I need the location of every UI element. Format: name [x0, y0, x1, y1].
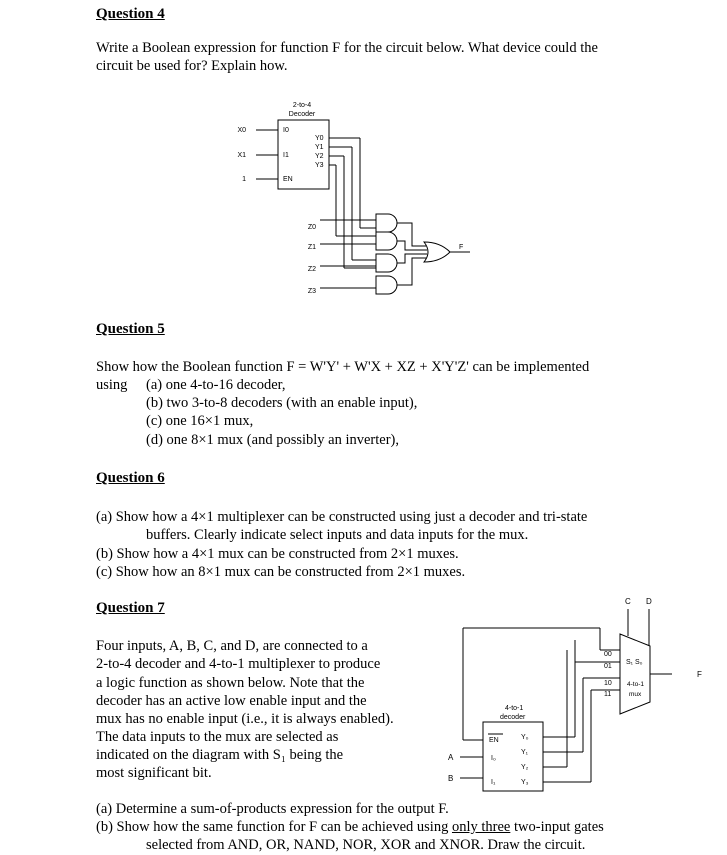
q4-out-y1: Y1 — [315, 144, 324, 151]
q7-item-b-emphasis: only three — [451, 819, 511, 835]
q7-input-b: B — [448, 774, 454, 783]
q5-item-a: (a) one 4-to-16 decoder, — [146, 377, 286, 393]
q7-para-line-8: most significant bit. — [96, 765, 212, 781]
q4-out-y3: Y3 — [315, 162, 324, 169]
q7-para-line-3: a logic function as shown below. Note that the — [96, 675, 365, 691]
q7-decoder-y0: Y₀ — [521, 734, 529, 741]
q4-z2: Z2 — [307, 266, 316, 273]
q4-input-one: 1 — [242, 176, 246, 183]
q7-item-b-post: two-input gates — [510, 819, 604, 835]
q4-pin-i0: I0 — [283, 127, 289, 134]
q7-mux-in-11: 11 — [604, 691, 612, 698]
q7-para-line-7: indicated on the diagram with S₁ being the — [96, 747, 344, 763]
q7-para-line-4: decoder has an active low enable input and the — [96, 693, 367, 709]
q5-item-d: (d) one 8×1 mux (and possibly an inverter), — [146, 432, 400, 448]
q7-decoder-en: EN — [489, 737, 499, 744]
q7-mux-in-10: 10 — [604, 680, 612, 687]
q7-item-b-line-2: selected from AND, OR, NAND, NOR, XOR and XNOR. Draw the circuit. — [146, 837, 586, 853]
q7-decoder-i1: I₁ — [491, 779, 496, 786]
q4-pin-en: EN — [283, 176, 293, 183]
q7-decoder-y1: Y₁ — [521, 749, 529, 756]
q7-para-line-1: Four inputs, A, B, C, and D, are connected to a — [96, 638, 368, 654]
q5-using: using — [96, 377, 128, 393]
q7-item-a: (a) Determine a sum-of-products expression for the output F. — [96, 801, 449, 817]
q7-mux-body — [620, 634, 650, 714]
q7-decoder-label-2: decoder — [500, 714, 526, 721]
q6-title: Question 6 — [96, 470, 165, 486]
q6-item-b: (b) Show how a 4×1 mux can be constructed from 2×1 muxes. — [96, 546, 459, 562]
q7-output-f: F — [697, 670, 702, 679]
q5-item-c: (c) one 16×1 mux, — [146, 413, 254, 429]
q6-item-c: (c) Show how an 8×1 mux can be constructed from 2×1 muxes. — [96, 564, 466, 580]
q7-para-line-5: mux has no enable input (i.e., it is always enabled). — [96, 711, 394, 727]
q6-item-a-line-2: buffers. Clearly indicate select inputs and data inputs for the mux. — [146, 527, 529, 543]
q4-z0: Z0 — [307, 224, 316, 231]
q7-para-line-2: 2-to-4 decoder and 4-to-1 multiplexer to produce — [96, 656, 381, 672]
q4-line-1: Write a Boolean expression for function F for the circuit below. What device could the — [96, 40, 598, 56]
q7-mux-in-00: 00 — [604, 651, 612, 658]
q7-title: Question 7 — [96, 600, 165, 616]
q7-decoder-i0: I₀ — [491, 755, 496, 762]
q7-item-b-pre: (b) Show how the same function for F can be achieved using — [96, 819, 452, 835]
q4-input-x1: X1 — [237, 152, 246, 159]
q5-line-1: Show how the Boolean function F = W'Y' + W'X + XZ + X'Y'Z' can be implemented — [96, 359, 590, 375]
q4-decoder-label-1: 2-to-4 — [292, 102, 312, 109]
q4-line-2: circuit be used for? Explain how. — [96, 58, 288, 74]
q4-decoder-label-2: Decoder — [288, 111, 316, 118]
q7-decoder-y2: Y₂ — [521, 764, 529, 771]
q7-input-a: A — [448, 753, 454, 762]
q7-mux-in-01: 01 — [604, 663, 612, 670]
q7-para-line-6: The data inputs to the mux are selected as — [96, 729, 339, 745]
q7-mux-label-1: 4-to-1 — [627, 681, 644, 688]
q7-mux-label-2: mux — [629, 691, 642, 698]
q4-out-y0: Y0 — [315, 135, 324, 142]
q6-item-a-line-1: (a) Show how a 4×1 multiplexer can be constructed using just a decoder and tri-state — [96, 509, 588, 525]
q5-item-b: (b) two 3-to-8 decoders (with an enable input), — [146, 395, 418, 411]
q4-z1: Z1 — [307, 244, 316, 251]
q4-z3: Z3 — [307, 288, 316, 295]
q5-title: Question 5 — [96, 321, 165, 337]
q4-title: Question 4 — [96, 6, 165, 22]
q7-label-d: D — [646, 597, 652, 606]
q7-decoder-y3: Y₃ — [521, 779, 529, 786]
q4-input-x0: X0 — [237, 127, 246, 134]
q4-out-y2: Y2 — [315, 153, 324, 160]
q7-label-c: C — [625, 597, 631, 606]
q4-output-f: F — [459, 244, 464, 251]
q4-pin-i1: I1 — [283, 152, 289, 159]
q7-mux-select-label: S₁ S₀ — [626, 659, 643, 666]
q7-decoder-label-1: 4-to-1 — [505, 705, 524, 712]
